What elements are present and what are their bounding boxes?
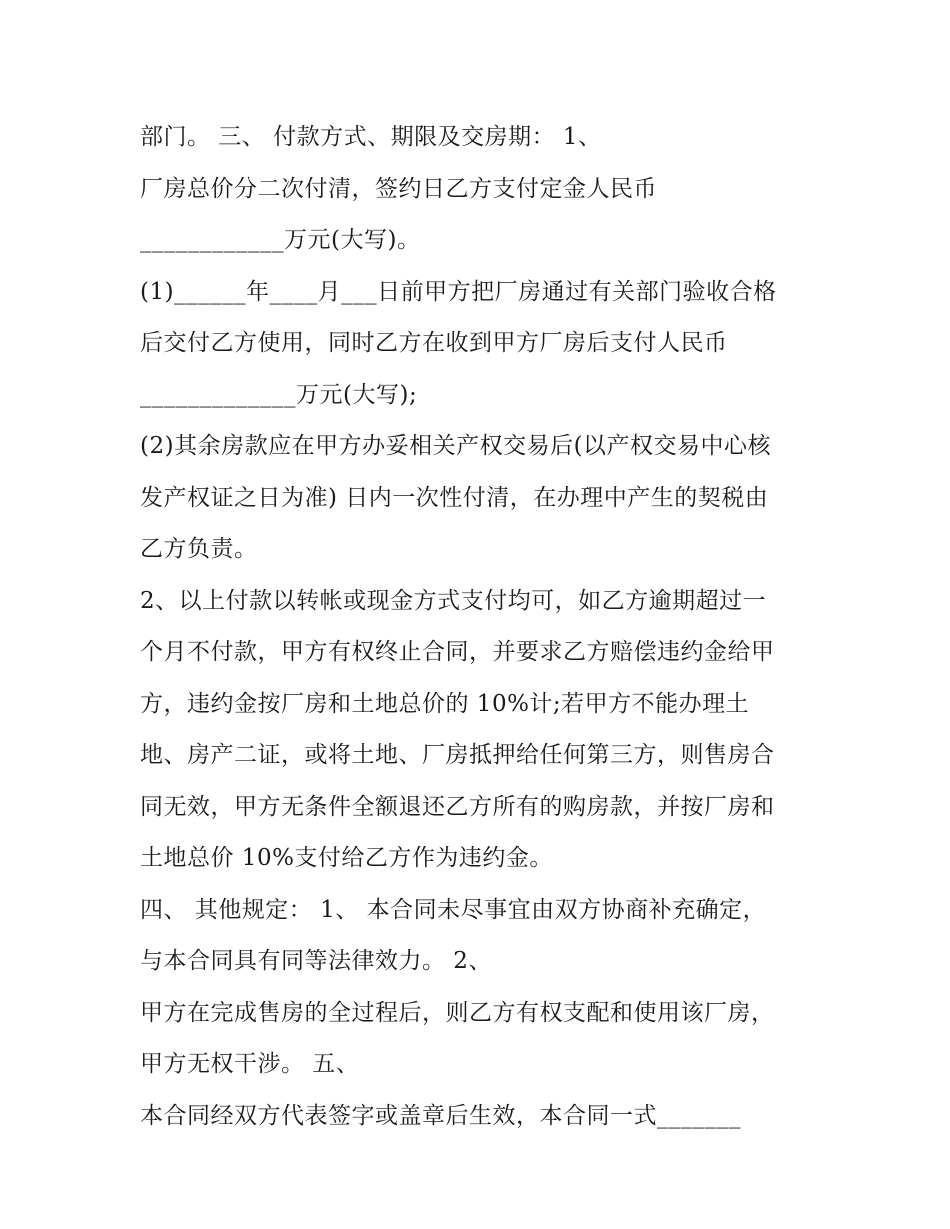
text-line: 乙方负责。 — [140, 536, 258, 562]
text-line: 土地总价 10%支付给乙方作为违约金。 — [140, 845, 553, 871]
text-line: ____________万元(大写)。 — [140, 227, 421, 253]
text-line: 本合同经双方代表签字或盖章后生效，本合同一式_______ — [140, 1102, 741, 1129]
text-line: 个月不付款，甲方有权终止合同，并要求乙方赔偿违约金给甲 — [140, 639, 775, 665]
text-line: 甲方在完成售房的全过程后，则乙方有权支配和使用该厂房， — [140, 999, 775, 1026]
text-line: 厂房总价分二次付清，签约日乙方支付定金人民币 — [140, 175, 657, 202]
text-line: _____________万元(大写); — [140, 381, 418, 408]
text-line: 甲方无权干涉。 五、 — [140, 1051, 360, 1077]
text-line: (2)其余房款应在甲方办妥相关产权交易后(以产权交易中心核 — [140, 433, 772, 459]
text-line: 部门。 三、 付款方式、期限及交房期： 1、 — [140, 124, 602, 150]
text-line: 后交付乙方使用，同时乙方在收到甲方厂房后支付人民币 — [140, 330, 728, 356]
text-line: 四、 其他规定： 1、 本合同未尽事宜由双方协商补充确定， — [140, 896, 767, 923]
text-line: 发产权证之日为准) 日内一次性付清，在办理中产生的契税由 — [140, 484, 769, 511]
text-line: 与本合同具有同等法律效力。 2、 — [140, 948, 492, 974]
text-line: 同无效，甲方无条件全额退还乙方所有的购房款，并按厂房和 — [140, 793, 775, 820]
text-line: 2、以上付款以转帐或现金方式支付均可，如乙方逾期超过一 — [140, 587, 767, 614]
contract-text — [140, 112, 820, 1142]
text-line: 地、房产二证，或将土地、厂房抵押给任何第三方，则售房合 — [140, 742, 775, 768]
text-line: 方，违约金按厂房和土地总价的 10%计;若甲方不能办理土 — [140, 690, 750, 717]
text-line: (1)______年____月___日前甲方把厂房通过有关部门验收合格 — [140, 278, 777, 305]
